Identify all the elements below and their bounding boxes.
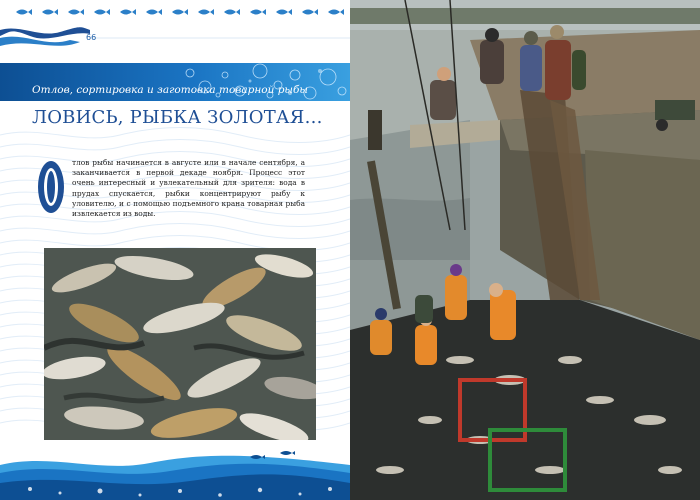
page-number: 66 — [86, 33, 97, 42]
page-heading: ЛОВИСЬ, РЫБКА ЗОЛОТАЯ… — [32, 107, 323, 128]
fish-row-decoration — [0, 6, 350, 18]
drop-cap — [37, 160, 65, 214]
top-wave-decoration — [0, 24, 350, 58]
section-title: Отлов, сортировка и заготовка товарной рыбы — [32, 84, 308, 96]
top-decorative-band — [0, 0, 350, 58]
fish-catch-photo — [44, 248, 316, 440]
section-banner — [0, 63, 350, 101]
fishermen-photo — [350, 0, 700, 500]
body-paragraph: тлов рыбы начинается в августе или в начале сентября, а заканчивается в первой декаде ноября. Процесс этот очень интересный и увлекательный для зрителя: вода в прудах спускается, рыбки концентрируют рыбу к уловителю, и с помощью подъемного крана товарная рыба извлекается из воды. — [72, 158, 305, 219]
bottom-wave-decoration — [0, 445, 350, 500]
